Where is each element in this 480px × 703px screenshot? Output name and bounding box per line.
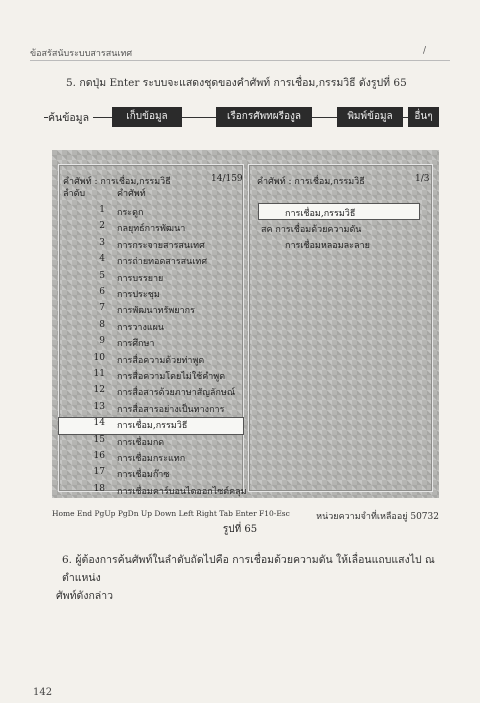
related-terms-panel — [248, 164, 433, 492]
term-row[interactable] — [59, 271, 243, 287]
term-number: 8 — [99, 319, 105, 330]
term-number: 3 — [99, 237, 105, 248]
related-term[interactable]: การเชื่อมหลอมละลาย — [285, 241, 370, 251]
right-head-term: คำศัพท์ : การเชื่อม,กรรมวิธี — [257, 177, 365, 187]
term-number: 5 — [99, 270, 105, 281]
term-text: การบรรยาย — [117, 273, 164, 284]
term-number: 15 — [93, 434, 105, 445]
term-row[interactable] — [59, 483, 247, 500]
term-text: การเชื่อมกระแทก — [117, 454, 186, 464]
key-hints: Home End PgUp PgDn Up Down Left Right Tab Enter F10-Esc — [52, 509, 290, 518]
related-term[interactable]: การเชื่อม,กรรมวิธี — [285, 209, 356, 219]
term-row[interactable] — [59, 385, 243, 401]
term-text: การสื่อความโดยไม่ใช้คำพูด — [117, 372, 226, 382]
term-text: การศึกษา — [117, 339, 155, 350]
term-row[interactable] — [59, 205, 243, 221]
term-row[interactable] — [59, 353, 243, 369]
term-row[interactable] — [59, 451, 243, 467]
term-text: การสื่อสารอย่างเป็นทางการ — [117, 404, 225, 415]
term-text: การถ่ายทอดสารสนเทศ — [117, 257, 208, 268]
left-head-count: 14/159 — [211, 174, 243, 184]
term-number: 10 — [93, 352, 105, 363]
header-mark: / — [422, 46, 426, 56]
term-number: 7 — [99, 303, 105, 314]
menu-label-search: ค้นข้อมูล — [48, 109, 93, 126]
term-number: 16 — [93, 451, 105, 461]
term-row[interactable] — [59, 320, 243, 336]
term-text: การวางแผน — [117, 322, 165, 333]
term-text: กระดูก — [117, 208, 144, 218]
term-text: การประชุม — [117, 290, 160, 300]
col-term-header: คำศัพท์ — [117, 189, 146, 199]
menu-button-print[interactable]: พิมพ์ข้อมูล — [337, 107, 403, 127]
term-row[interactable] — [59, 467, 243, 483]
step-6-line-1: 6. ผู้ต้องการค้นศัพท์ในลำดับถัดไปคือ การเชื่อมด้วยความดัน ให้เลื่อนแถบแสงไป ณ ตำแหน่ง — [62, 554, 435, 584]
term-text: การเชื่อมคาร์บอนไดออกไซด์คลุม — [117, 486, 247, 497]
term-number: 14 — [93, 418, 105, 429]
menu-button-store[interactable]: เก็บข้อมูล — [112, 107, 182, 127]
term-row[interactable] — [59, 303, 243, 319]
figure-caption: รูปที่ 65 — [222, 524, 258, 535]
term-text: กลยุทธ์การพัฒนา — [117, 224, 186, 235]
term-text: การพัฒนาทรัพยากร — [117, 306, 195, 317]
term-number: 13 — [93, 401, 105, 412]
related-term[interactable]: สค การเชื่อมด้วยความดัน — [261, 225, 362, 235]
term-number: 2 — [99, 221, 105, 232]
term-number: 17 — [93, 467, 105, 478]
step-6-text — [56, 551, 442, 605]
left-head-term: คำศัพท์ : การเชื่อม,กรรมวิธี — [63, 177, 171, 187]
term-row[interactable] — [59, 254, 243, 270]
term-row[interactable] — [59, 435, 243, 451]
term-text: การกระจายสารสนเทศ — [117, 240, 205, 251]
step-6-line-2: ศัพท์ดังกล่าว — [56, 590, 114, 602]
term-row[interactable] — [59, 402, 243, 418]
term-number: 9 — [99, 336, 105, 347]
term-row[interactable] — [59, 238, 243, 254]
step-5-text: 5. กดปุ่ม Enter ระบบจะแสดงชุดของคำศัพท์ การเชื่อม,กรรมวิธี ดังรูปที่ 65 — [66, 77, 407, 89]
term-row[interactable] — [59, 287, 243, 303]
term-text: การเชื่อม,กรรมวิธี — [117, 421, 188, 432]
term-text: การสื่อความด้วยท่าพูด — [117, 355, 205, 366]
term-number: 11 — [93, 369, 105, 379]
term-text: การเชื่อมกด — [117, 437, 165, 448]
status-bar — [52, 509, 439, 521]
term-number: 6 — [99, 287, 105, 297]
menu-button-find[interactable]: เรือกรศัพทผรีองูล — [216, 107, 312, 127]
term-row[interactable] — [59, 336, 243, 352]
running-title: ข้อสรัสนับระบบสารสนเทศ — [30, 49, 133, 59]
running-header — [30, 46, 450, 61]
term-text: การเชื่อมก๊าซ — [117, 470, 170, 481]
term-row[interactable] — [59, 418, 243, 434]
term-row[interactable] — [59, 221, 243, 237]
term-number: 4 — [99, 254, 105, 265]
program-screen — [52, 150, 439, 498]
term-number: 1 — [99, 205, 105, 215]
term-row[interactable] — [59, 369, 243, 385]
memory-remaining: หน่วยความจำที่เหลืออยู่ 50732 — [316, 512, 439, 522]
term-number: 12 — [93, 385, 105, 396]
term-text: การสื่อสารด้วยภาษาสัญลักษณ์ — [117, 388, 236, 399]
right-head-count: 1/3 — [415, 174, 430, 184]
menu-button-other[interactable]: อื่นๆ — [408, 107, 439, 127]
term-number: 18 — [93, 483, 105, 494]
col-number-header: ลำดับ — [63, 189, 86, 199]
term-list-panel — [58, 164, 247, 497]
page-number: 142 — [33, 687, 53, 698]
menu-bar — [44, 107, 439, 127]
